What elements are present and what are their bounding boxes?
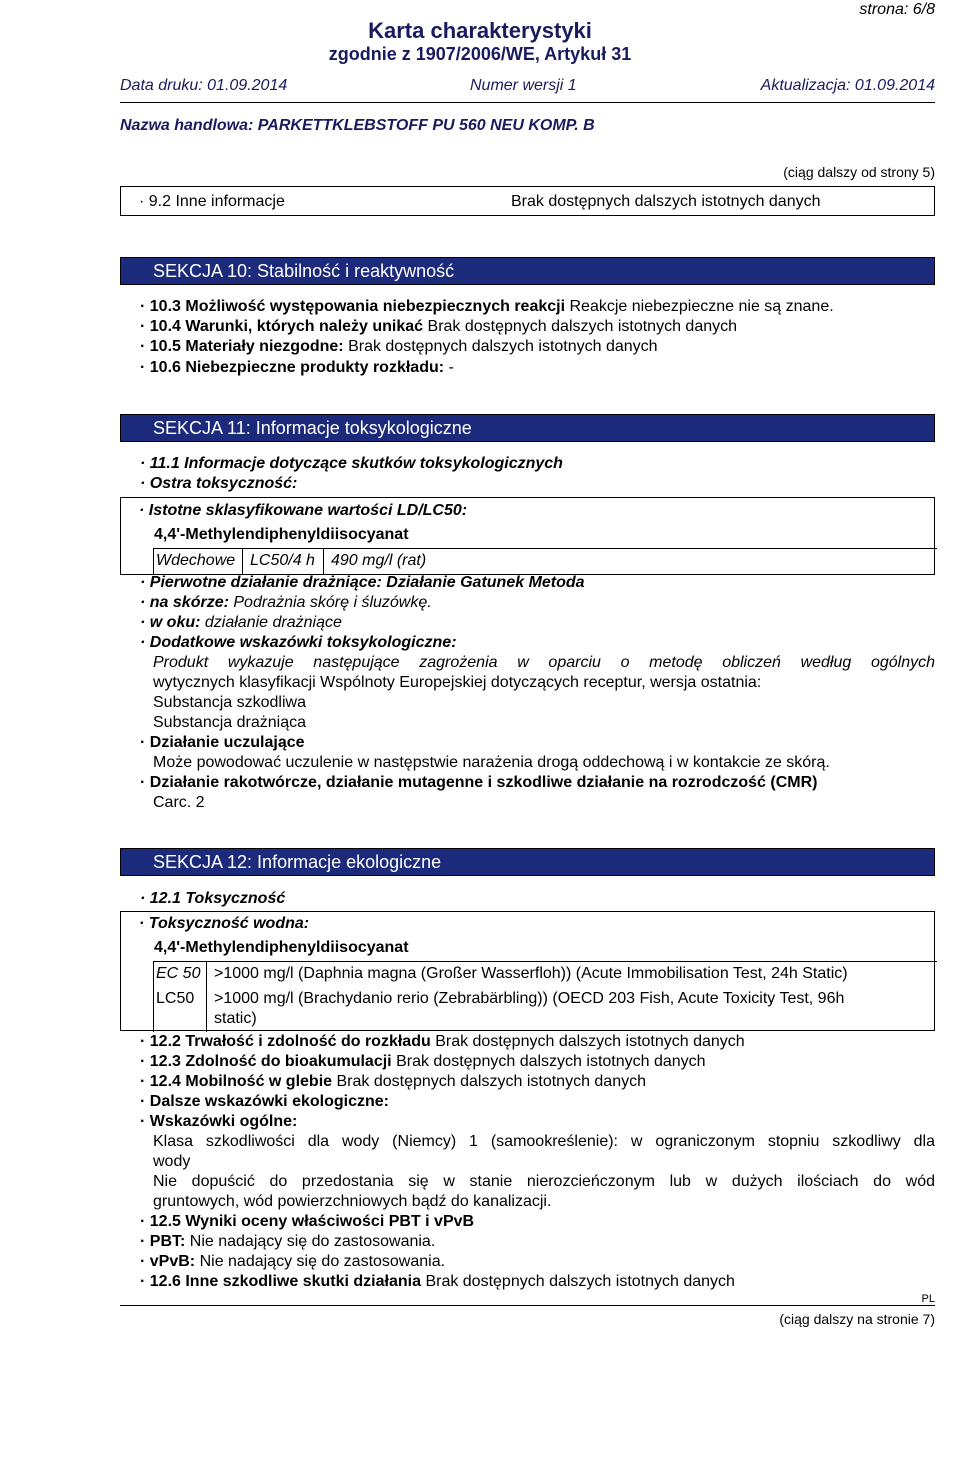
s9-label: · 9.2 Inne informacje xyxy=(139,193,285,210)
s11-para-2: Może powodować uczulenie w następstwie narażenia drogą oddechową i w kontakcie ze skórą. xyxy=(153,754,830,771)
s12-line-12-4: · 12.4 Mobilność w glebie Brak dostępnych dalszych istotnych danych xyxy=(140,1073,646,1090)
s11-para-1d: Substancja drażniąca xyxy=(153,714,306,731)
section-10-title: SEKCJA 10: Stabilność i reaktywność xyxy=(153,261,455,281)
ld50-heading: · Istotne sklasyfikowane wartości LD/LC50: xyxy=(139,502,468,519)
section-11-title: SEKCJA 11: Informacje toksykologiczne xyxy=(153,418,472,438)
aquatic-r1-value: >1000 mg/l (Daphnia magna (Großer Wasserfloh)) (Acute Immobilisation Test, 24h Static) xyxy=(214,965,848,982)
aquatic-toxicity-box xyxy=(120,911,935,1031)
s10-line-4: · 10.6 Niebezpieczne produkty rozkładu: - xyxy=(140,359,454,376)
s11-para-1c: Substancja szkodliwa xyxy=(153,694,306,711)
s9-value: Brak dostępnych dalszych istotnych danych xyxy=(511,193,821,210)
s11-para-1b: wytycznych klasyfikacji Wspólnoty Europejskiej dotyczących receptur, wersja ostatnia: xyxy=(153,674,762,691)
s12-toxicity: · 12.1 Toksyczność xyxy=(140,890,286,907)
ld50-value: 490 mg/l (rat) xyxy=(331,552,427,569)
ld50-route: Wdechowe xyxy=(156,552,236,569)
ld50-sep-1 xyxy=(242,549,243,575)
section-12-header xyxy=(120,848,935,876)
s11-cmr: · Działanie rakotwórcze, działanie mutagenne i szkodliwe działanie na rozrodczość (CMR) xyxy=(140,774,818,791)
s12-line-12-2: · 12.2 Trwałość i zdolność do rozkładu Brak dostępnych dalszych istotnych danych xyxy=(140,1033,745,1050)
s11-on-skin: · na skórze: Podrażnia skórę i śluzówkę. xyxy=(140,594,432,611)
s11-heading-11-1: · 11.1 Informacje dotyczące skutków toksykologicznych xyxy=(140,455,563,472)
ld50-type: LC50/4 h xyxy=(250,552,315,569)
s11-additional-notes: · Dodatkowe wskazówki toksykologiczne: xyxy=(140,634,457,651)
aquatic-r1-key: EC 50 xyxy=(156,965,201,982)
section-10-header xyxy=(120,257,935,285)
s11-para-3: Carc. 2 xyxy=(153,794,205,811)
s12-para-2b: gruntowych, wód powierzchniowych bądź do kanalizacji. xyxy=(153,1193,552,1210)
aquatic-heading: · Toksyczność wodna: xyxy=(139,915,310,932)
aquatic-substance: 4,4'-Methylendiphenyldiisocyanat xyxy=(154,939,409,956)
trade-name: Nazwa handlowa: PARKETTKLEBSTOFF PU 560 NEU KOMP. B xyxy=(120,117,595,134)
ld50-table-box xyxy=(120,497,935,575)
s12-pbt-heading: · 12.5 Wyniki oceny właściwości PBT i vPvB xyxy=(140,1213,475,1230)
s12-line-12-3: · 12.3 Zdolność do bioakumulacji Brak dostępnych dalszych istotnych danych xyxy=(140,1053,706,1070)
s11-para-1a: Produkt wykazuje następujące zagrożenia w oparciu o metodę obliczeń według ogólnych xyxy=(153,654,935,671)
continued-from: (ciąg dalszy od strony 5) xyxy=(783,164,935,180)
s12-vpvb: · vPvB: Nie nadający się do zastosowania. xyxy=(140,1253,446,1270)
update-date: Aktualizacja: 01.09.2014 xyxy=(760,77,935,94)
print-date: Data druku: 01.09.2014 xyxy=(120,77,288,94)
aquatic-sep xyxy=(206,962,207,1032)
section-12-title: SEKCJA 12: Informacje ekologiczne xyxy=(153,852,442,872)
continued-to: (ciąg dalszy na stronie 7) xyxy=(779,1311,935,1327)
footer-divider xyxy=(120,1305,935,1306)
aquatic-r2-value-b: static) xyxy=(214,1010,257,1027)
s12-para-2a: Nie dopuścić do przedostania się w stanie nierozcieńczonym lub w dużych ilościach do wód xyxy=(153,1173,935,1190)
s10-line-2: · 10.4 Warunki, których należy unikać Brak dostępnych dalszych istotnych danych xyxy=(140,318,738,335)
document-title: Karta charakterystyki xyxy=(368,18,592,43)
aquatic-r2-key: LC50 xyxy=(156,990,195,1007)
s11-sensitization: · Działanie uczulające xyxy=(140,734,305,751)
s10-line-3: · 10.5 Materiały niezgodne: Brak dostępnych dalszych istotnych danych xyxy=(140,338,658,355)
ld50-row xyxy=(153,548,937,575)
header-divider xyxy=(120,102,935,103)
s12-line-12-6: · 12.6 Inne szkodliwe skutki działania Brak dostępnych dalszych istotnych danych xyxy=(140,1273,735,1290)
s12-pbt: · PBT: Nie nadający się do zastosowania. xyxy=(140,1233,436,1250)
section-11-header xyxy=(120,414,935,442)
section-9-2-box xyxy=(120,186,935,216)
s12-further-notes: · Dalsze wskazówki ekologiczne: xyxy=(140,1093,389,1110)
s12-general-notes: · Wskazówki ogólne: xyxy=(140,1113,298,1130)
ld50-sep-2 xyxy=(323,549,324,575)
ld50-substance: 4,4'-Methylendiphenyldiisocyanat xyxy=(154,526,409,543)
document-subtitle: zgodnie z 1907/2006/WE, Artykuł 31 xyxy=(328,44,632,64)
aquatic-table xyxy=(153,961,937,1032)
s11-primary-irritation: · Pierwotne działanie drażniące: Działanie Gatunek Metoda xyxy=(140,574,585,591)
s12-para-1b: wody xyxy=(153,1153,191,1170)
s11-acute-toxicity: · Ostra toksyczność: xyxy=(140,475,298,492)
aquatic-r2-value-a: >1000 mg/l (Brachydanio rerio (Zebrabärbling)) (OECD 203 Fish, Acute Toxicity Test, 96h xyxy=(214,990,845,1007)
page-number: strona: 6/8 xyxy=(859,1,935,18)
s11-in-eye: · w oku: działanie drażniące xyxy=(140,614,342,631)
s12-para-1a: Klasa szkodliwości dla wody (Niemcy) 1 (samookreślenie): w ograniczonym stopniu szkodliwy dla xyxy=(153,1133,935,1150)
version-number: Numer wersji 1 xyxy=(470,77,577,94)
s10-line-1: · 10.3 Możliwość występowania niebezpiecznych reakcji Reakcje niebezpieczne nie są znane. xyxy=(140,298,834,315)
language-code: PL xyxy=(921,1293,935,1305)
